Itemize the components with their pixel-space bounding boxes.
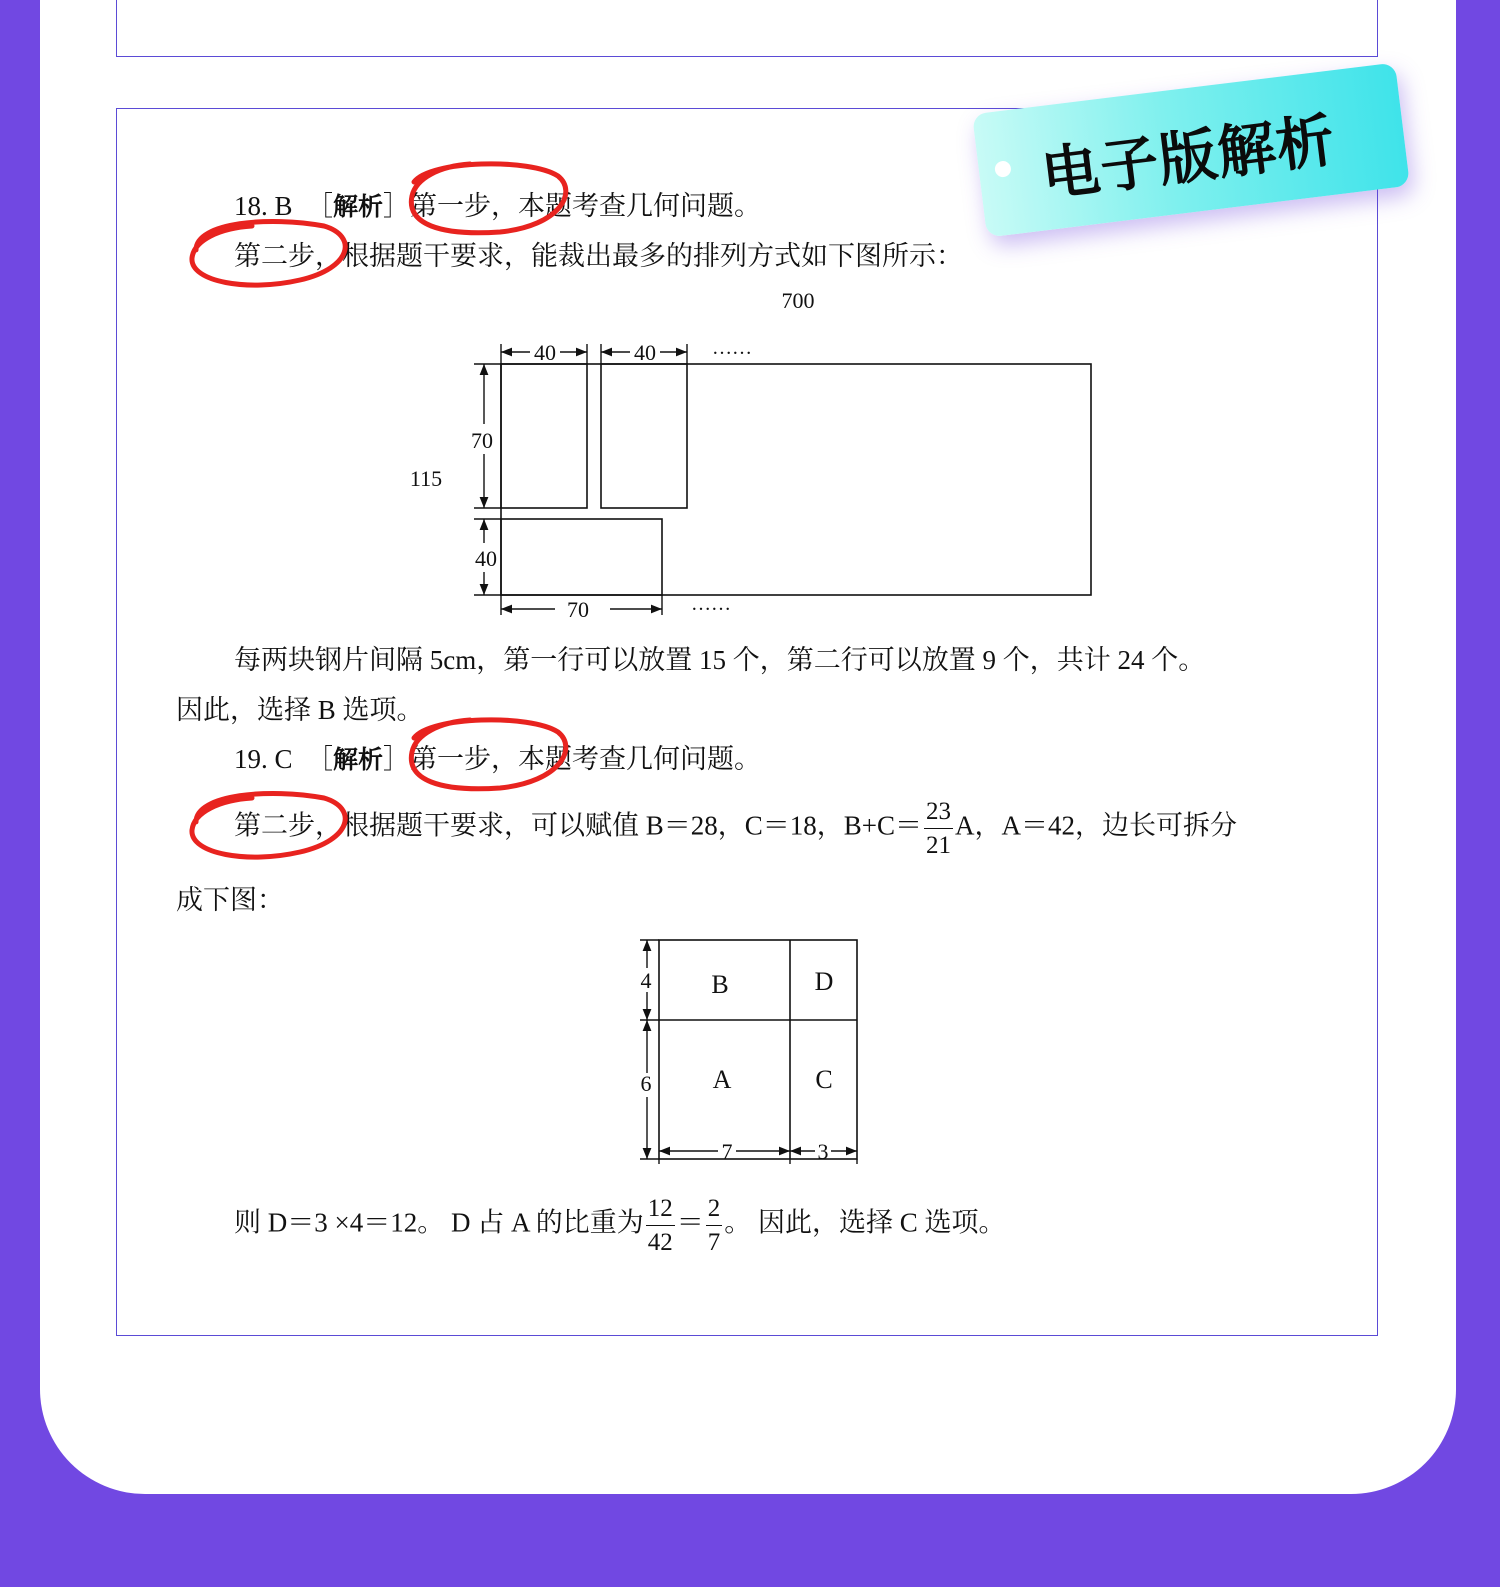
- dots-bottom: ……: [691, 593, 731, 615]
- dim-6: 6: [640, 1071, 652, 1096]
- q19-step2-text-a: 根据题干要求，可以赋值 B＝28，C＝18，B+C＝: [342, 810, 923, 841]
- dim-7: 7: [721, 1139, 733, 1164]
- dim-40-a: 40: [534, 340, 556, 365]
- dim-40-vertical: 40: [475, 546, 497, 571]
- highlight-circle-q19-step1: [411, 720, 566, 789]
- region-a: A: [712, 1065, 732, 1094]
- fraction-numerator: 23: [924, 799, 953, 829]
- dim-115: 115: [409, 466, 443, 491]
- step-one-label: 第一步，: [410, 744, 519, 774]
- dim-70-vertical: 70: [471, 428, 493, 453]
- analysis-tag: 解析: [333, 745, 384, 774]
- dim-70-horizontal: 70: [567, 597, 589, 622]
- q19-number: 19. C: [234, 744, 293, 774]
- step-two-label: 第二步，: [234, 241, 342, 271]
- badge-label: 电子版解析: [1037, 105, 1339, 210]
- q19-conclusion-text-b: 。 因此，选择 C 选项。: [724, 1207, 1006, 1238]
- equals-sign: ＝: [676, 1207, 704, 1238]
- analysis-tag: 解析: [333, 192, 384, 221]
- bracket-close: ］: [383, 191, 411, 221]
- q19-step2-text-b: A，A＝42，边长可拆分: [955, 810, 1238, 841]
- highlight-circle-q18-step2: [192, 221, 345, 285]
- q19-conclusion-text-a: 则 D＝3 ×4＝12。 D 占 A 的比重为: [234, 1207, 644, 1238]
- fraction-denominator: 7: [707, 1229, 721, 1256]
- region-b: B: [711, 970, 729, 999]
- q18-intro: 本题考查几何问题。: [518, 191, 762, 221]
- total-width-label: 700: [781, 288, 815, 313]
- bracket-open: ［: [306, 191, 334, 221]
- bracket-open: ［: [306, 744, 334, 774]
- dim-4: 4: [640, 968, 652, 993]
- dim-3: 3: [817, 1139, 829, 1164]
- fraction-numerator: 12: [646, 1196, 675, 1226]
- bracket-close: ］: [383, 744, 411, 774]
- dim-40-b: 40: [634, 340, 656, 365]
- fraction-denominator: 21: [926, 832, 952, 859]
- fraction-numerator: 2: [706, 1196, 723, 1226]
- highlight-circle-q18-step1: [411, 164, 566, 233]
- q18-number: 18. B: [234, 191, 293, 221]
- region-d: D: [814, 967, 834, 996]
- region-c: C: [815, 1065, 833, 1094]
- q19-continuation: 成下图：: [176, 885, 284, 915]
- q18-step2-text: 根据题干要求，能裁出最多的排列方式如下图所示：: [342, 241, 963, 271]
- q18-conclusion: 因此，选择 B 选项。: [176, 695, 424, 725]
- q18-explanation: 每两块钢片间隔 5cm，第一行可以放置 15 个，第二行可以放置 9 个，共计 24 个。: [234, 645, 1206, 675]
- q19-intro: 本题考查几何问题。: [518, 744, 762, 774]
- dots-top: ……: [712, 337, 752, 359]
- highlight-circle-q19-step2: [192, 793, 345, 857]
- fraction-denominator: 42: [647, 1229, 673, 1256]
- step-one-label: 第一步，: [410, 191, 519, 221]
- step-two-label: 第二步，: [234, 810, 342, 841]
